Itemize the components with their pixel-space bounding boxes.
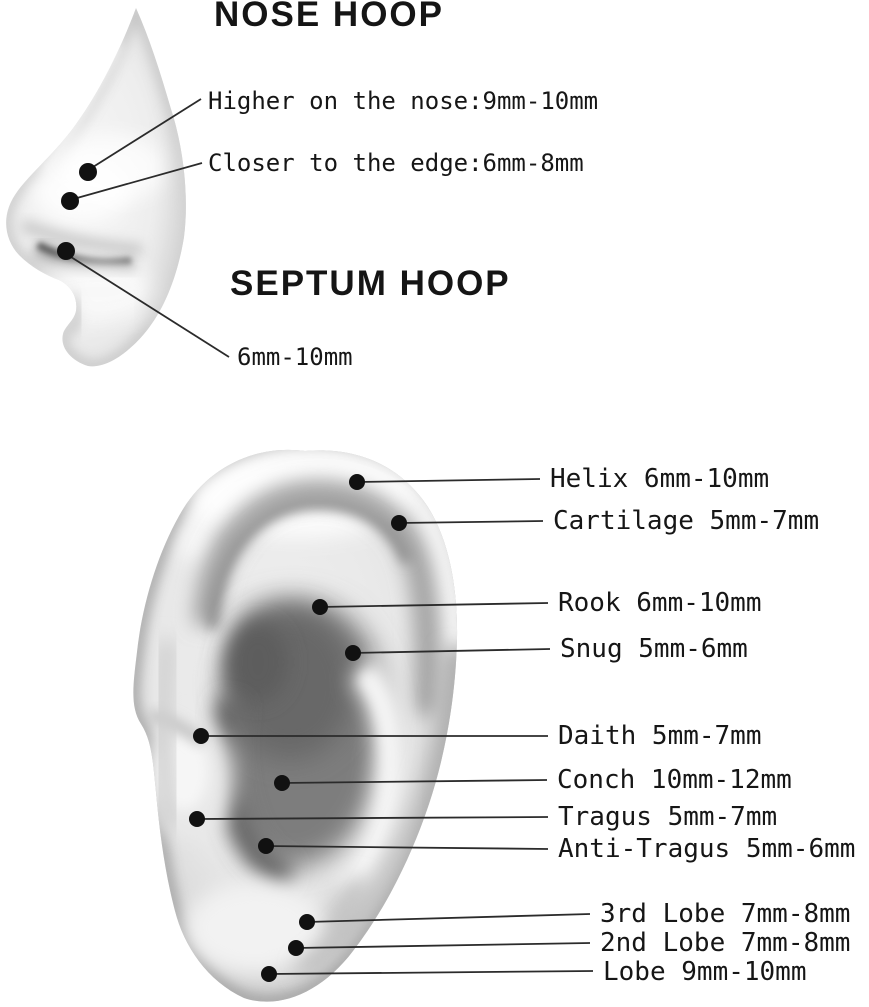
- tragus-dot: [189, 811, 205, 827]
- lobe-dot: [261, 966, 277, 982]
- second-lobe-label: 2nd Lobe 7mm-8mm: [600, 928, 851, 958]
- rook-label: Rook 6mm-10mm: [558, 588, 762, 618]
- daith-dot: [193, 728, 209, 744]
- helix-dot: [349, 474, 365, 490]
- snug-label: Snug 5mm-6mm: [560, 634, 748, 664]
- third-lobe-dot: [299, 914, 315, 930]
- conch-dot: [274, 775, 290, 791]
- snug-dot: [345, 645, 361, 661]
- cartilage-dot: [391, 515, 407, 531]
- anti-tragus-label: Anti-Tragus 5mm-6mm: [558, 834, 856, 864]
- anti-tragus-dot: [258, 838, 274, 854]
- third-lobe-label: 3rd Lobe 7mm-8mm: [600, 899, 851, 929]
- second-lobe-dot: [288, 940, 304, 956]
- septum-hoop-title: SEPTUM HOOP: [230, 264, 511, 303]
- cartilage-label: Cartilage 5mm-7mm: [553, 506, 820, 536]
- nose-higher-label: Higher on the nose:9mm-10mm: [208, 87, 599, 115]
- nose-higher-dot: [79, 163, 97, 181]
- nose-closer-label: Closer to the edge:6mm-8mm: [208, 149, 584, 177]
- daith-label: Daith 5mm-7mm: [558, 721, 762, 751]
- nose-hoop-title: NOSE HOOP: [214, 0, 444, 34]
- septum-dot: [57, 242, 75, 260]
- tragus-label: Tragus 5mm-7mm: [558, 802, 778, 832]
- septum-size-label: 6mm-10mm: [237, 343, 353, 371]
- lobe-label: Lobe 9mm-10mm: [603, 957, 807, 987]
- helix-label: Helix 6mm-10mm: [550, 464, 770, 494]
- rook-dot: [312, 599, 328, 615]
- nose-closer-dot: [61, 192, 79, 210]
- conch-label: Conch 10mm-12mm: [557, 765, 792, 795]
